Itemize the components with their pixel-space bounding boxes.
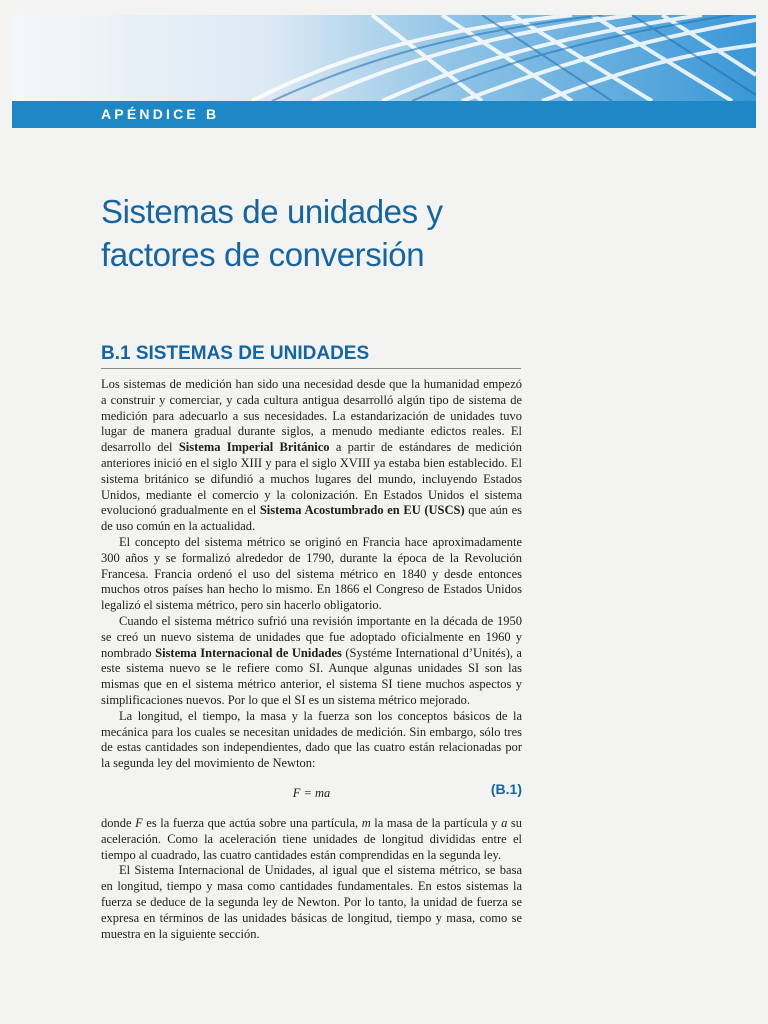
equation-number: (B.1): [490, 780, 522, 797]
paragraph-3: [101, 614, 522, 709]
p5-text-c: la masa de la partícula y: [370, 815, 502, 830]
title-line-2: factores de conversión: [101, 236, 425, 273]
p5-var-m: m: [361, 815, 371, 830]
equation-formula: F = ma: [292, 785, 331, 800]
section-heading: B.1 SISTEMAS DE UNIDADES: [101, 343, 370, 364]
equation-block: [101, 778, 522, 812]
p1-text-c: a partir de estándares de medición anteriores inició en el siglo XIII y para el siglo XVIII ya estaba bien establecido. El sistema británico se difundió a muchos lugares del mundo, incluyendo Estados Unidos, mediante el comercio y la colonización. En Estados Unidos el sistema evolucionó gradualmente en el: [101, 440, 522, 518]
appendix-label: APÉNDICE B: [101, 106, 220, 122]
paragraph-1: [101, 377, 522, 535]
p5-var-a: a: [501, 815, 508, 830]
paragraph-5: [101, 816, 522, 863]
p3-bold: Sistema Internacional de Unidades: [155, 645, 342, 660]
p5-text-a: donde: [101, 815, 136, 830]
section-rule: [101, 368, 521, 369]
paragraph-2: El concepto del sistema métrico se originó en Francia hace aproximadamente 300 años y se formalizó alrededor de 1790, durante la época de la Revolución Francesa. Francia ordenó el uso del sistema métrico en 1840 y desde entonces muchos otros países han hecho lo mismo. En 1866 el Congreso de Estados Unidos legalizó el sistema métrico, pero sin hacerlo obligatorio.: [101, 534, 522, 613]
p5-var-f: F: [135, 815, 143, 830]
paragraph-6: El Sistema Internacional de Unidades, al igual que el sistema métrico, se basa en longitud, tiempo y masa como cantidades fundamentales. En estos sistemas la fuerza se deduce de la segunda ley de Newton. Por lo tanto, la unidad de fuerza se expresa en términos de las unidades básicas de longitud, tiempo y masa, como se muestra en la siguiente sección.: [101, 863, 522, 941]
header-banner-image: [12, 15, 756, 101]
p1-text-a: Los sistemas de medición han sido una necesidad desde que la humanidad empezó a construir y comerciar, y cada cultura antigua desarrolló algún tipo de sistema de medición para adecuarlo a sus necesidades. La estandarización de unidades tuvo lugar de manera gradual durante siglos, a menudo mediante edictos reales. El desarrollo del: [101, 377, 522, 455]
p1-bold-2: Sistema Acostumbrado en EU (USCS): [259, 503, 465, 518]
p5-text-b: es la fuerza que actúa sobre una partícula,: [142, 815, 362, 830]
body-text: [101, 377, 522, 942]
p1-bold-1: Sistema Imperial Británico: [178, 440, 330, 455]
p3-text-c: (Systéme International d’Unités), a este sistema nuevo se le refiere como SI. Aunque algunas unidades SI son las mismas que en el sistema métrico anterior, el sistema SI tiene muchos aspectos y simplificaciones nuevos. Por lo que el SI es un sistema métrico mejorado.: [101, 645, 522, 707]
page-title: [101, 190, 443, 276]
p5-text-d: su aceleración. Como la aceleración tiene unidades de longitud divididas entre el tiempo al cuadrado, las cuatro cantidades están comprendidas en la segunda ley.: [101, 815, 522, 862]
appendix-bar: [12, 101, 756, 128]
p3-text-a: Cuando el sistema métrico sufrió una revisión importante en la década de 1950 se creó un nuevo sistema de unidades que fue adoptado oficialmente en 1960 y nombrado: [101, 613, 522, 660]
p1-text-d: que aún es de uso común en la actualidad.: [101, 503, 522, 534]
paragraph-4: La longitud, el tiempo, la masa y la fuerza son los conceptos básicos de la mecánica para los cuales se necesitan unidades de medición. Sin embargo, sólo tres de estas cantidades son independientes, dado que las cuatro están relacionadas por la segunda ley del movimiento de Newton:: [101, 708, 522, 771]
title-line-1: Sistemas de unidades y: [101, 193, 443, 230]
